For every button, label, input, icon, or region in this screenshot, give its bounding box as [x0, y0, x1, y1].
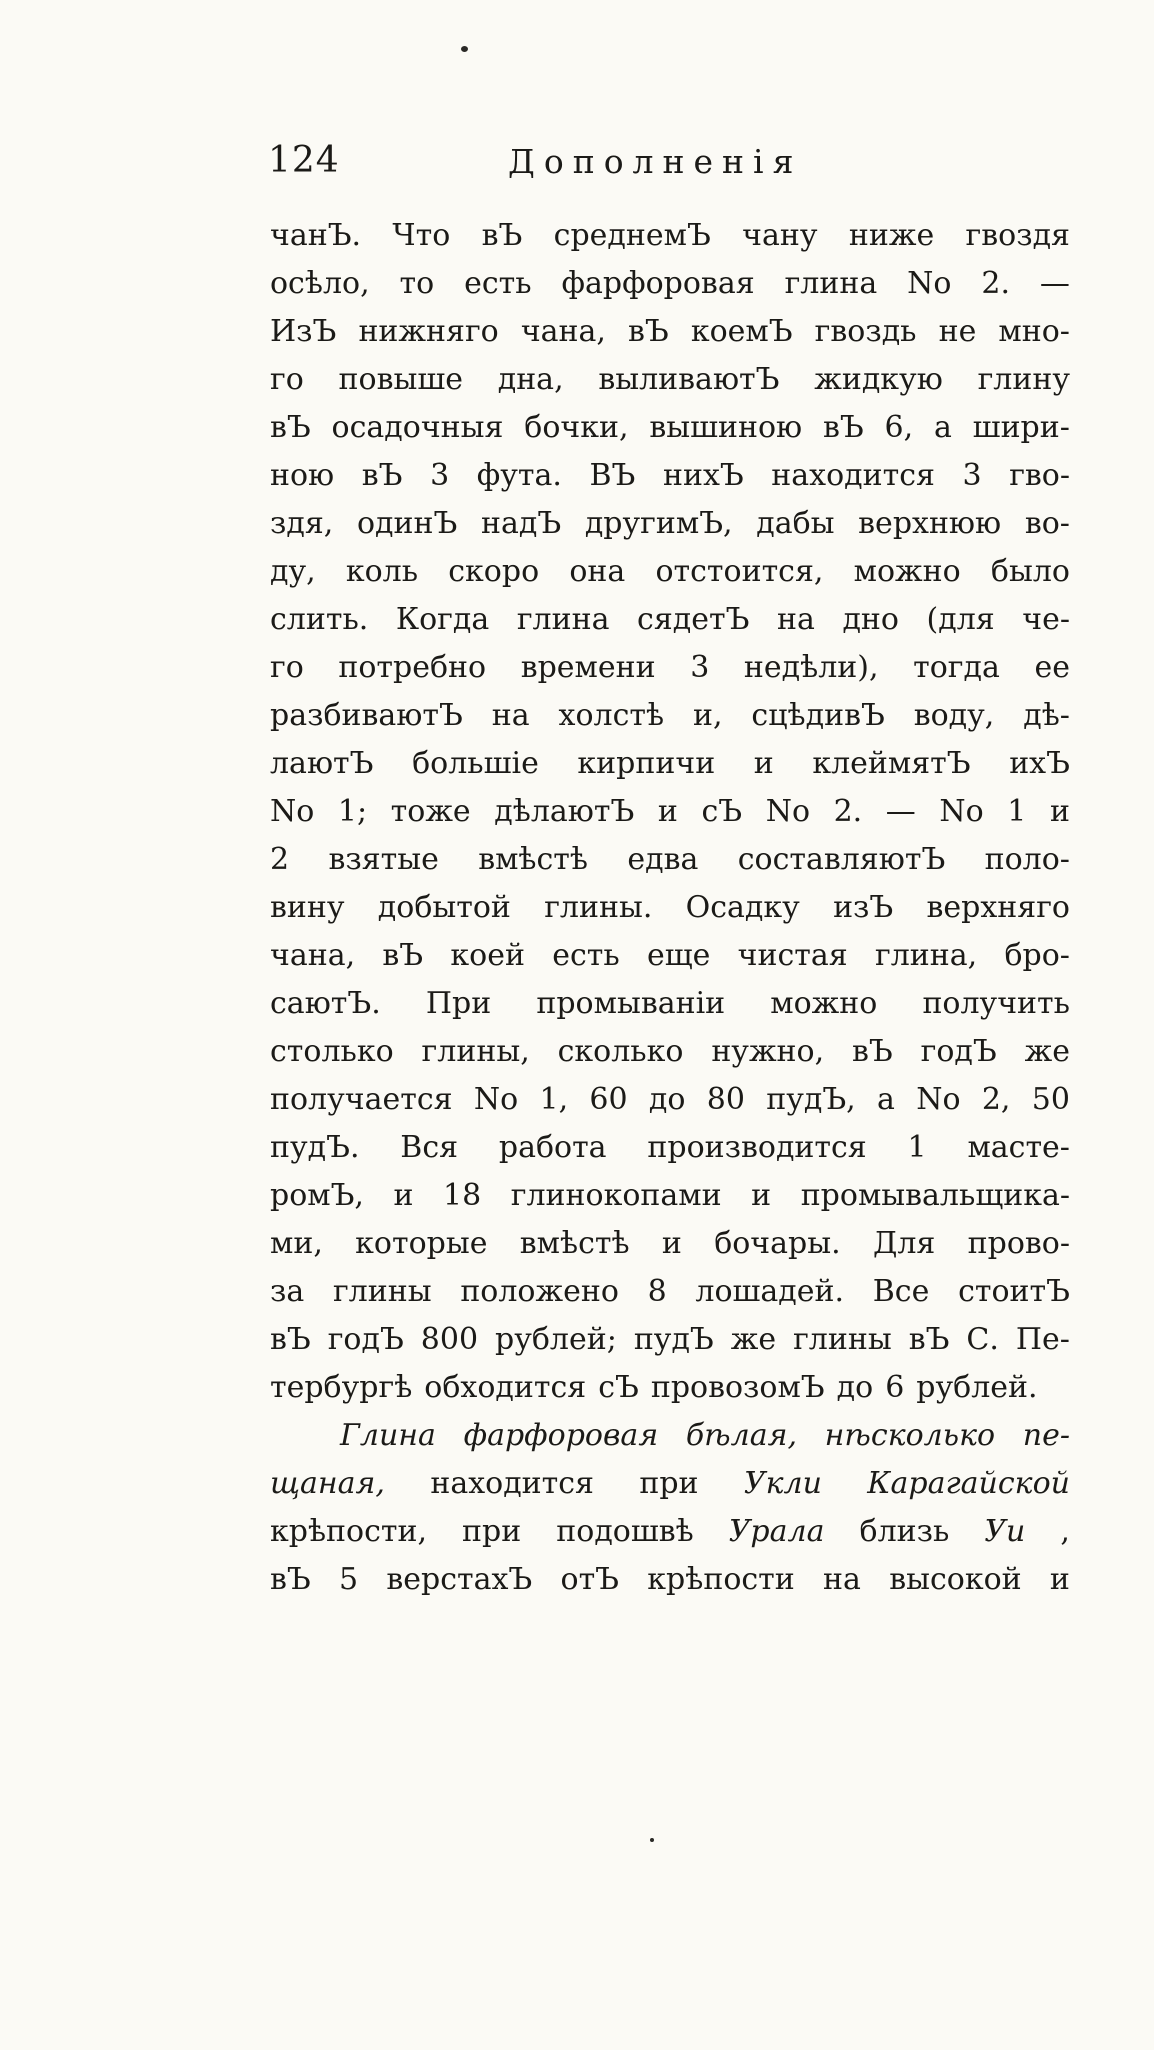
- word: че-: [1022, 602, 1070, 637]
- word: No: [916, 1082, 961, 1117]
- word: можно: [853, 554, 961, 589]
- word: сЪ: [701, 794, 743, 829]
- word: 2: [270, 842, 290, 877]
- word: большіе: [412, 746, 539, 781]
- word: глину: [977, 362, 1070, 397]
- text-line: [270, 356, 1070, 404]
- word: глины,: [421, 1034, 530, 1069]
- word: бочары.: [714, 1226, 841, 1261]
- word: Глина: [340, 1418, 436, 1453]
- word: дѣлаютЪ: [494, 794, 635, 829]
- text-line: [270, 692, 1070, 740]
- word: 2,: [981, 1082, 1011, 1117]
- word: гвоздя: [965, 218, 1070, 253]
- word: 1,: [539, 1082, 569, 1117]
- word: подошвѣ: [556, 1514, 694, 1549]
- word: при: [639, 1466, 699, 1501]
- word: на: [491, 698, 530, 733]
- word: 8: [647, 1274, 667, 1309]
- word: не: [938, 314, 977, 349]
- word: Уи: [984, 1514, 1026, 1549]
- text-line: [270, 1028, 1070, 1076]
- word: крѣпости: [647, 1562, 795, 1597]
- word: кирпичи: [577, 746, 716, 781]
- word: на: [823, 1562, 861, 1597]
- word: ИзЪ: [270, 314, 337, 349]
- word: дно: [842, 602, 899, 637]
- word: положено: [460, 1274, 619, 1309]
- word: фарфоровая: [561, 266, 755, 301]
- word: получается: [270, 1082, 453, 1117]
- word: едва: [627, 842, 699, 877]
- word: вышиною: [649, 410, 803, 445]
- word: бѣлая,: [685, 1418, 798, 1453]
- word: клеймятЪ: [812, 746, 971, 781]
- word: масте-: [967, 1130, 1070, 1165]
- word: С.: [966, 1322, 999, 1357]
- word: No: [907, 266, 952, 301]
- word: щаная,: [270, 1466, 385, 1501]
- word: глина: [516, 602, 610, 637]
- word: нѣсколько: [824, 1418, 996, 1453]
- word: Осадку: [685, 890, 800, 925]
- text-line: [270, 1124, 1070, 1172]
- text-line: [270, 260, 1070, 308]
- word: близь: [859, 1514, 950, 1549]
- word: во-: [1024, 506, 1070, 541]
- body-text: [270, 212, 1070, 1604]
- word: глина,: [874, 938, 978, 973]
- text-line: [270, 1412, 1070, 1460]
- word: 1;: [337, 794, 368, 829]
- word: No: [765, 794, 811, 829]
- word: изЪ: [833, 890, 894, 925]
- word: было: [990, 554, 1070, 589]
- word: осадочныя: [331, 410, 504, 445]
- word: коемЪ: [690, 314, 793, 349]
- word: тогда: [913, 650, 1000, 685]
- word: пудЪ,: [766, 1082, 856, 1117]
- word: она: [569, 554, 626, 589]
- word: вЪ: [361, 458, 403, 493]
- text-line: [270, 932, 1070, 980]
- word: же: [730, 1322, 777, 1357]
- word: и: [753, 746, 774, 781]
- word: а: [877, 1082, 895, 1117]
- word: до: [836, 1370, 874, 1405]
- word: и: [1049, 1562, 1070, 1597]
- word: рублей;: [495, 1322, 617, 1357]
- word: холстѣ: [558, 698, 665, 733]
- word: сцѣдивЪ: [751, 698, 885, 733]
- word: Пе-: [1015, 1322, 1070, 1357]
- word: чана,: [270, 938, 356, 973]
- word: воду,: [913, 698, 995, 733]
- text-line: [270, 1364, 1070, 1412]
- word: глины: [332, 1274, 432, 1309]
- word: глины: [793, 1322, 892, 1357]
- text-line: [270, 1316, 1070, 1364]
- text-line: [270, 980, 1070, 1028]
- word: скоро: [448, 554, 540, 589]
- word: здя,: [270, 506, 334, 541]
- word: прово-: [967, 1226, 1070, 1261]
- word: и: [661, 1226, 682, 1261]
- text-line: [270, 308, 1070, 356]
- word: одинЪ: [356, 506, 458, 541]
- word: 800: [420, 1322, 479, 1357]
- text-line: [270, 1220, 1070, 1268]
- word: еще: [647, 938, 711, 973]
- word: Для: [872, 1226, 936, 1261]
- word: 3: [430, 458, 450, 493]
- word: 2.: [833, 794, 863, 829]
- word: стоитЪ: [958, 1274, 1070, 1309]
- word: гвоздь: [814, 314, 917, 349]
- word: 80: [706, 1082, 745, 1117]
- word: недѣли),: [743, 650, 879, 685]
- word: вину: [270, 890, 345, 925]
- word: поло-: [984, 842, 1070, 877]
- word: добытой: [377, 890, 511, 925]
- word: тоже: [390, 794, 471, 829]
- word: сЪ: [598, 1370, 639, 1405]
- word: то: [399, 266, 435, 301]
- word: верхняго: [926, 890, 1070, 925]
- word: пудЪ.: [270, 1130, 360, 1165]
- word: потребно: [338, 650, 487, 685]
- word: Вся: [400, 1130, 459, 1165]
- word: го: [270, 650, 304, 685]
- word: дѣ-: [1023, 698, 1070, 733]
- word: есть: [464, 266, 532, 301]
- ink-speck: [650, 1838, 654, 1842]
- word: глины.: [544, 890, 653, 925]
- word: 60: [589, 1082, 628, 1117]
- word: вмѣстѣ: [478, 842, 588, 877]
- word: верхнюю: [858, 506, 1002, 541]
- word: повыше: [338, 362, 463, 397]
- word: 5: [339, 1562, 359, 1597]
- word: а: [933, 410, 952, 445]
- word: При: [425, 986, 492, 1021]
- word: коль: [345, 554, 419, 589]
- word: получить: [922, 986, 1070, 1021]
- word: Когда: [395, 602, 490, 637]
- word: Урала: [728, 1514, 825, 1549]
- word: фарфоровая: [463, 1418, 659, 1453]
- word: коей: [450, 938, 525, 973]
- word: находится: [430, 1466, 594, 1501]
- word: же: [1024, 1034, 1070, 1069]
- word: No: [939, 794, 984, 829]
- word: саютЪ.: [270, 986, 381, 1021]
- word: которые: [355, 1226, 488, 1261]
- text-line: [270, 1556, 1070, 1604]
- word: находится: [771, 458, 935, 493]
- text-line: [270, 1460, 1070, 1508]
- word: пудЪ: [633, 1322, 714, 1357]
- word: —: [1039, 266, 1070, 301]
- word: 1: [1007, 794, 1027, 829]
- word: годЪ: [920, 1034, 997, 1069]
- word: среднемЪ: [553, 218, 711, 253]
- word: нихЪ: [662, 458, 744, 493]
- word: и,: [692, 698, 723, 733]
- word: сядетЪ: [637, 602, 750, 637]
- word: Укли: [743, 1466, 822, 1501]
- word: фута.: [476, 458, 562, 493]
- word: другимЪ,: [584, 506, 733, 541]
- ink-speck: [461, 46, 468, 52]
- text-line: [270, 1172, 1070, 1220]
- text-line: [270, 836, 1070, 884]
- word: лошадей.: [695, 1274, 845, 1309]
- text-line: [270, 452, 1070, 500]
- word: сколько: [557, 1034, 684, 1069]
- word: го: [270, 362, 304, 397]
- text-line: [270, 212, 1070, 260]
- text-line: [270, 500, 1070, 548]
- word: нужно,: [711, 1034, 825, 1069]
- word: жидкую: [814, 362, 943, 397]
- word: осѣло,: [270, 266, 370, 301]
- word: провозомЪ: [650, 1370, 825, 1405]
- word: можно: [770, 986, 878, 1021]
- word: вЪ: [822, 410, 864, 445]
- word: 6: [885, 1370, 905, 1405]
- word: 3: [962, 458, 982, 493]
- word: 50: [1031, 1082, 1070, 1117]
- word: и: [657, 794, 678, 829]
- word: чану: [742, 218, 818, 253]
- word: Карагайской: [867, 1466, 1070, 1501]
- word: Все: [872, 1274, 930, 1309]
- word: ниже: [848, 218, 935, 253]
- word: ромЪ,: [270, 1178, 364, 1213]
- word: вЪ: [382, 938, 424, 973]
- word: разбиваютЪ: [270, 698, 463, 733]
- word: на: [776, 602, 815, 637]
- page-header: [268, 140, 1088, 190]
- word: 18: [443, 1178, 482, 1213]
- word: производится: [647, 1130, 867, 1165]
- word: есть: [552, 938, 620, 973]
- word: —: [885, 794, 916, 829]
- word: вЪ: [270, 410, 311, 445]
- text-line: [270, 596, 1070, 644]
- word: вЪ: [852, 1034, 893, 1069]
- word: верстахЪ: [386, 1562, 533, 1597]
- word: промывальщика-: [800, 1178, 1070, 1213]
- word: No: [473, 1082, 519, 1117]
- word: составляютЪ: [737, 842, 946, 877]
- word: ихЪ: [1009, 746, 1070, 781]
- word: дна,: [497, 362, 564, 397]
- word: вмѣстѣ: [519, 1226, 630, 1261]
- word: мно-: [998, 314, 1070, 349]
- word: 3: [690, 650, 710, 685]
- word: ною: [270, 458, 335, 493]
- word: промываніи: [536, 986, 726, 1021]
- word: отЪ: [560, 1562, 620, 1597]
- word: глина: [784, 266, 878, 301]
- word: выливаютЪ: [598, 362, 780, 397]
- word: No: [270, 794, 315, 829]
- word: ду,: [270, 554, 316, 589]
- word: отстоится,: [655, 554, 824, 589]
- word: 1: [907, 1130, 927, 1165]
- word: Что: [392, 218, 451, 253]
- word: крѣпости,: [270, 1514, 428, 1549]
- word: взятые: [328, 842, 439, 877]
- word: столько: [270, 1034, 394, 1069]
- word: и: [393, 1178, 414, 1213]
- word: бро-: [1004, 938, 1070, 973]
- word: чанЪ.: [270, 218, 362, 253]
- text-line: [270, 548, 1070, 596]
- word: и: [751, 1178, 772, 1213]
- word: до: [648, 1082, 686, 1117]
- word: рублей.: [916, 1370, 1038, 1405]
- word: 6,: [884, 410, 914, 445]
- word: слить.: [270, 602, 369, 637]
- word: шири-: [972, 410, 1070, 445]
- word: вЪ: [270, 1562, 311, 1597]
- text-line: [270, 788, 1070, 836]
- word: чистая: [737, 938, 848, 973]
- word: 2.: [981, 266, 1010, 301]
- word: за: [270, 1274, 305, 1309]
- word: вЪ: [270, 1322, 311, 1357]
- text-line: [270, 644, 1070, 692]
- word: обходится: [424, 1370, 587, 1405]
- text-line: [270, 740, 1070, 788]
- word: ,: [1060, 1514, 1070, 1549]
- word: работа: [498, 1130, 607, 1165]
- word: чана,: [520, 314, 606, 349]
- text-line: [270, 1508, 1070, 1556]
- word: лаютЪ: [270, 746, 374, 781]
- text-line: [270, 404, 1070, 452]
- word: времени: [520, 650, 656, 685]
- word: вЪ: [481, 218, 523, 253]
- word: годЪ: [327, 1322, 404, 1357]
- word: ми,: [270, 1226, 323, 1261]
- word: бочки,: [524, 410, 629, 445]
- running-head: Дополненія: [508, 142, 803, 181]
- word: (для: [926, 602, 995, 637]
- text-line: [270, 884, 1070, 932]
- word: тербургѣ: [270, 1370, 413, 1405]
- word: вЪ: [628, 314, 669, 349]
- word: вЪ: [908, 1322, 950, 1357]
- word: ее: [1034, 650, 1070, 685]
- text-line: [270, 1076, 1070, 1124]
- word: при: [462, 1514, 522, 1549]
- word: надЪ: [480, 506, 562, 541]
- page-number: 124: [268, 140, 340, 181]
- word: нижняго: [358, 314, 499, 349]
- word: гво-: [1009, 458, 1070, 493]
- word: высокой: [889, 1562, 1022, 1597]
- word: глинокопами: [510, 1178, 722, 1213]
- word: пе-: [1022, 1418, 1070, 1453]
- word: дабы: [756, 506, 835, 541]
- word: и: [1049, 794, 1070, 829]
- text-line: [270, 1268, 1070, 1316]
- word: ВЪ: [589, 458, 636, 493]
